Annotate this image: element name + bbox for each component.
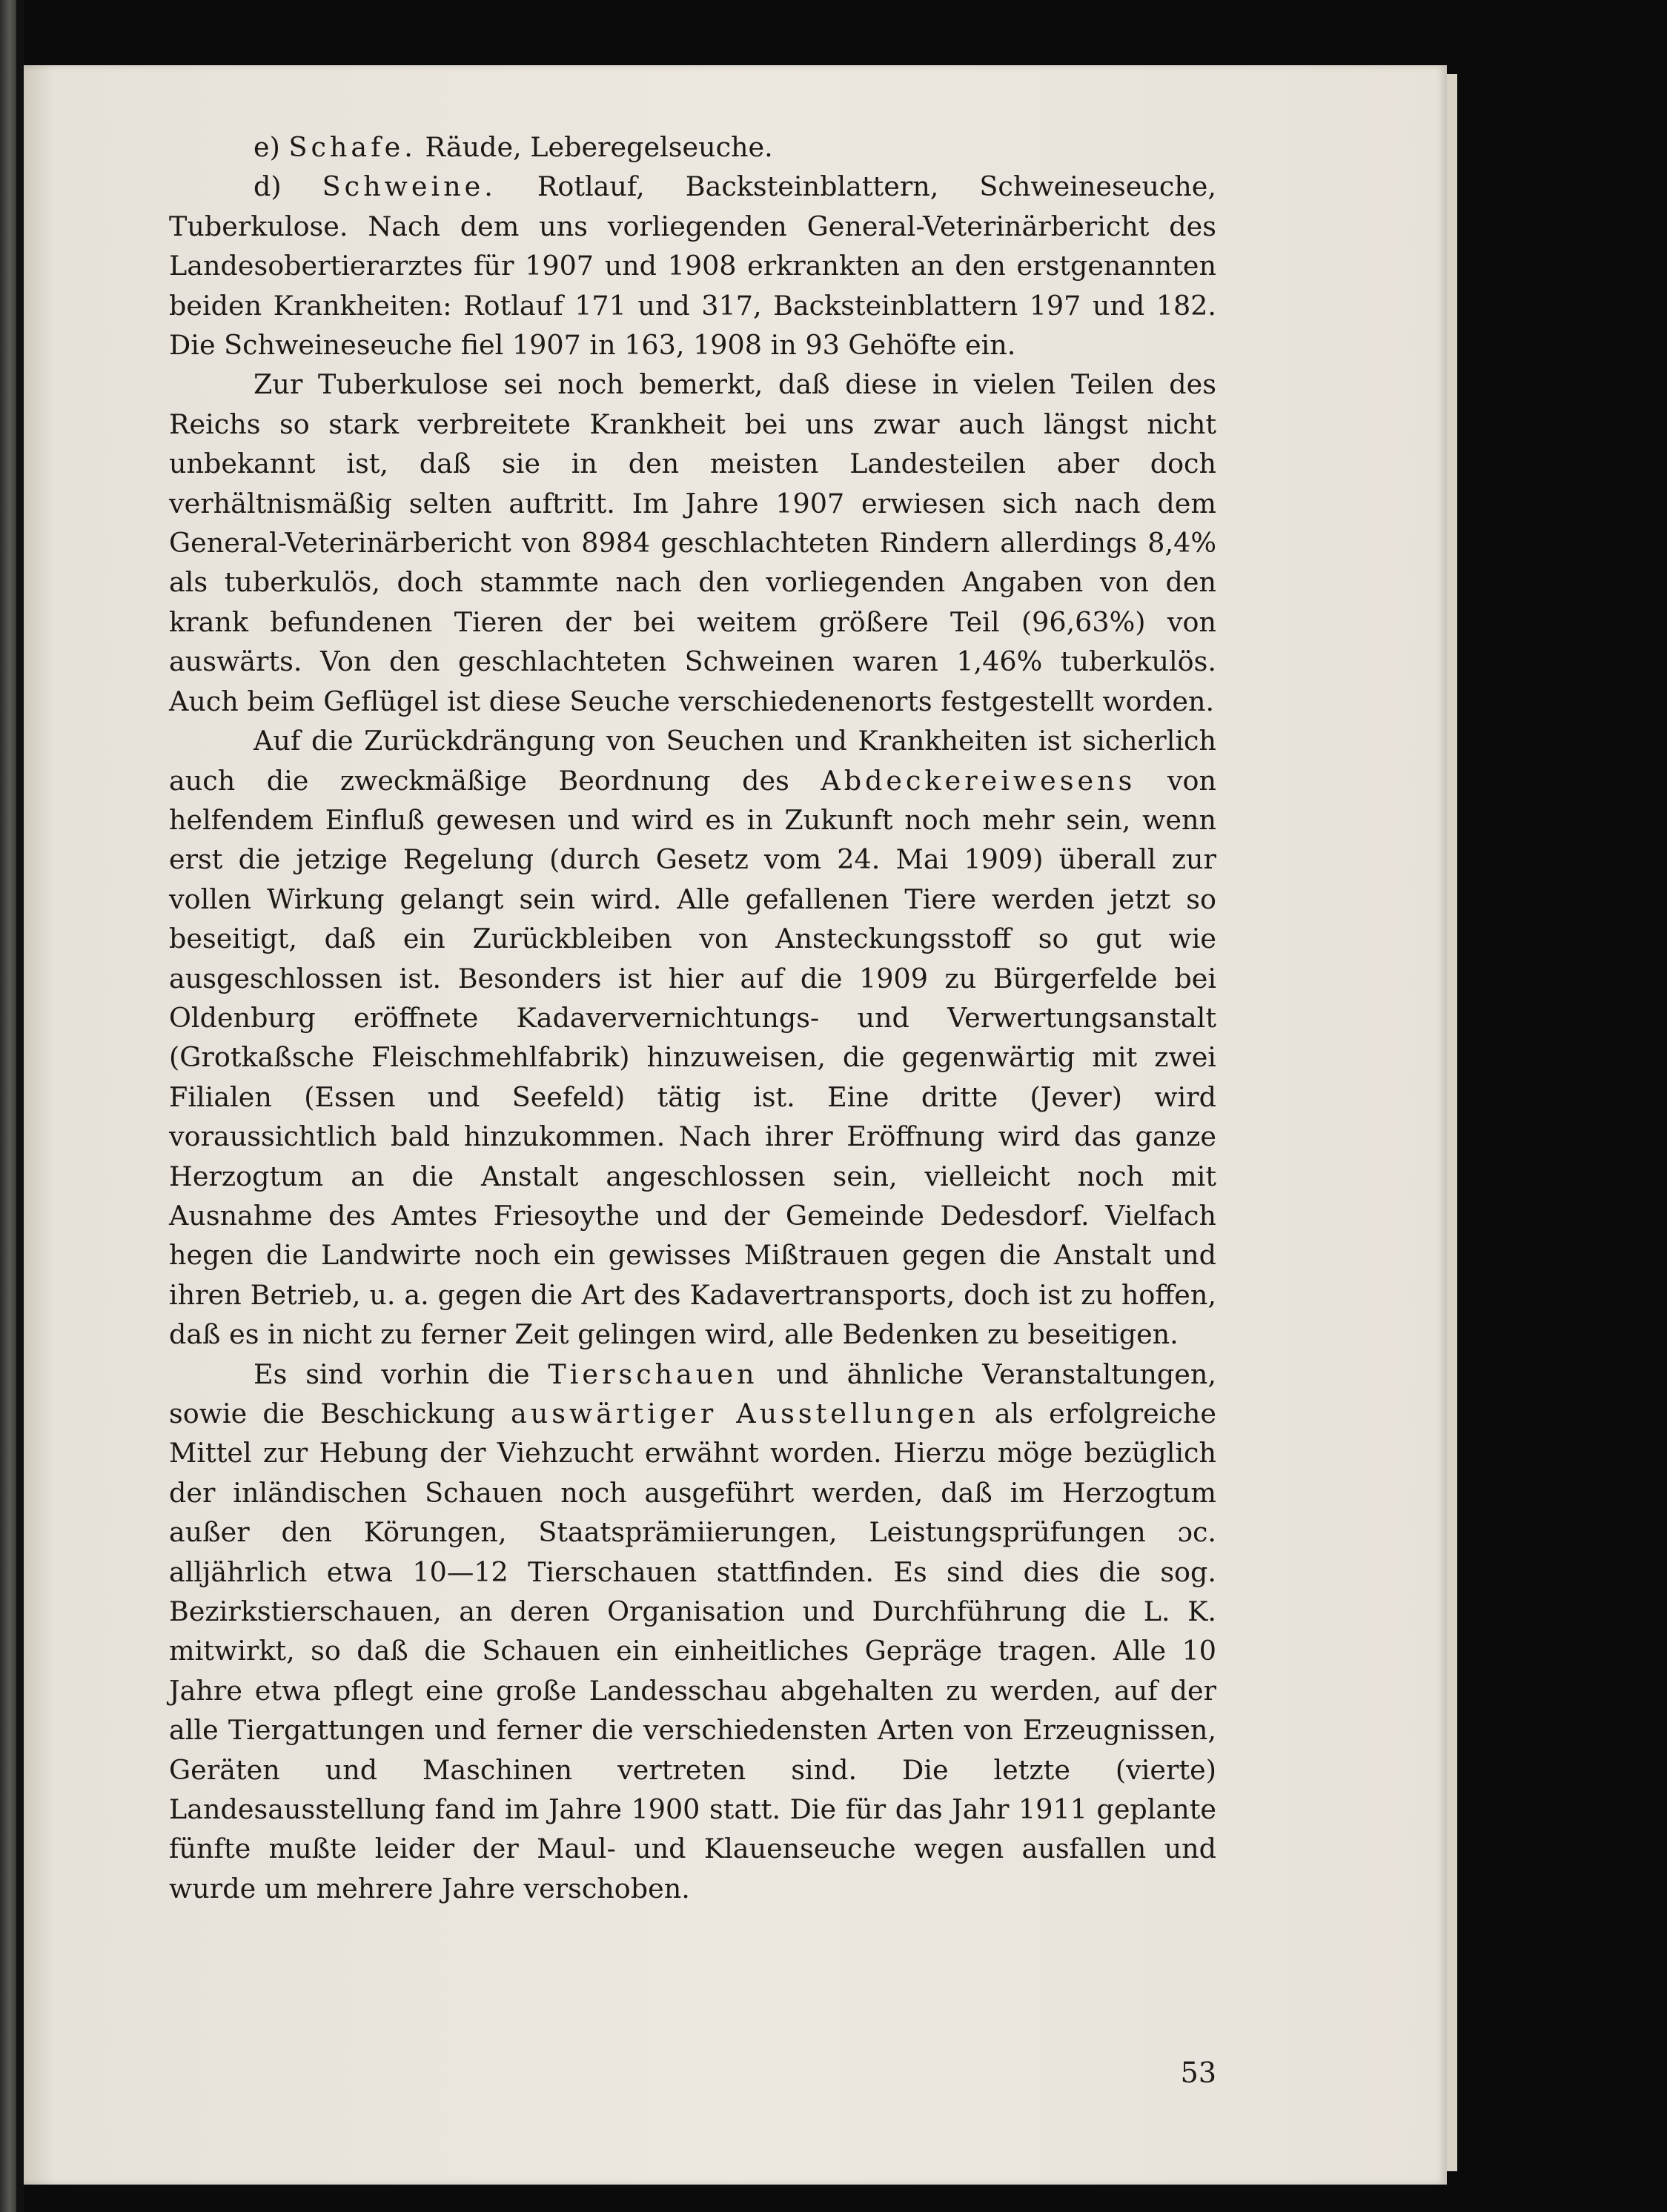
spaced-emphasis: Schweine. [322,170,497,203]
paragraph-pigs [169,167,1216,365]
paragraph-abdeckerei [169,721,1216,1355]
page-edge [1447,74,1457,2171]
text-run: Rotlauf, Backsteinblattern, Schweineseuche, Tuberkulose. Nach dem uns vorliegenden General-Veterinärbericht des Landesobertierarztes für 1907 und 1908 erkrankten an den erstgenannten beiden Krankheiten: Rotlauf 171 und 317, Backsteinblattern 197 und 182. Die Schweineseuche fiel 1907 in 163, 1908 in 93 Gehöfte ein. [169,170,1216,362]
text-run: Auf die Zurückdrängung von Seuchen und Krankheiten ist sicherlich auch die zweckmäßige Beordnung des [169,725,1216,797]
text-run: und ähnliche Veranstaltungen, sowie die Beschickung [169,1358,1217,1429]
text-run: d) [253,170,322,203]
text-run: als erfolgreiche Mittel zur Hebung der Viehzucht erwähnt worden. Hierzu möge bezüglich der inländischen Schauen noch ausgeführt werden, daß im Herzogtum außer den Körungen, Staatsprämiierungen, Leistungsprüfungen ɔc. alljährlich etwa 10—12 Tierschauen stattfinden. Es sind dies die sog. Bezirkstierschauen, an deren Organisation und Durchführung die L. K. mitwirkt, so daß die Schauen ein einheitliches Gepräge tragen. Alle 10 Jahre etwa pflegt eine große Landesschau abgehalten zu werden, auf der alle Tiergattungen und ferner die verschiedensten Arten von Erzeugnissen, Geräten und Maschinen vertreten sind. Die letzte (vierte) Landesausstellung fand im Jahre 1900 statt. Die für das Jahr 1911 geplante fünfte mußte leider der Maul- und Klauenseuche wegen ausfallen und wurde um mehrere Jahre verschoben. [169,1398,1216,1904]
paragraph-tuberculosis [169,365,1216,721]
spaced-emphasis: Schafe. [288,131,417,163]
paragraph-tierschauen [169,1355,1216,1909]
spaced-emphasis: auswärtiger Ausstellungen [510,1398,979,1429]
text-run: Es sind vorhin die [253,1358,549,1390]
book-binding [0,0,16,2212]
page-number: 53 [1180,2056,1216,2089]
spaced-emphasis: Tierschauen [548,1358,758,1390]
text-run: Zur Tuberkulose sei noch bemerkt, daß diese in vielen Teilen des Reichs so stark verbreitete Krankheit bei uns zwar auch längst nicht unbekannt ist, daß sie in den meisten Landesteilen aber doch verhältnismäßig selten auftritt. Im Jahre 1907 erwiesen sich nach dem General-Veterinärbericht von 8984 geschlachteten Rindern allerdings 8,4% als tuberkulös, doch stammte nach den vorliegenden Angaben von den krank befundenen Tieren der bei weitem größere Teil (96,63%) von auswärts. Von den geschlachteten Schweinen waren 1,46% tuberkulös. Auch beim Geflügel ist diese Seuche verschiedenenorts festgestellt worden. [169,368,1216,717]
text-run: e) [253,131,289,163]
body-text [169,127,1216,1908]
spaced-emphasis: Abdeckereiwesens [821,764,1136,797]
spine-gap [16,0,24,2212]
paragraph-sheep [169,127,1216,167]
text-run: Räude, Leberegelseuche. [416,131,773,163]
text-run: von helfendem Einfluß gewesen und wird es in Zukunft noch mehr sein, wenn erst die jetzige Regelung (durch Gesetz vom 24. Mai 1909) überall zur vollen Wirkung gelangt sein wird. Alle gefallenen Tiere werden jetzt so beseitigt, daß ein Zurückbleiben von Ansteckungsstoff so gut wie ausgeschlossen ist. Besonders ist hier auf die 1909 zu Bürgerfelde bei Oldenburg eröffnete Kadaververnichtungs- und Verwertungsanstalt (Grotkaßsche Fleischmehlfabrik) hinzuweisen, die gegenwärtig mit zwei Filialen (Essen und Seefeld) tätig ist. Eine dritte (Jever) wird voraussichtlich bald hinzukommen. Nach ihrer Eröffnung wird das ganze Herzogtum an die Anstalt angeschlossen sein, vielleicht noch mit Ausnahme des Amtes Friesoythe und der Gemeinde Dedesdorf. Vielfach hegen die Landwirte noch ein gewisses Mißtrauen gegen die Anstalt und ihren Betrieb, u. a. gegen die Art des Kadavertransports, doch ist zu hoffen, daß es in nicht zu ferner Zeit gelingen wird, alle Bedenken zu beseitigen. [169,764,1216,1351]
